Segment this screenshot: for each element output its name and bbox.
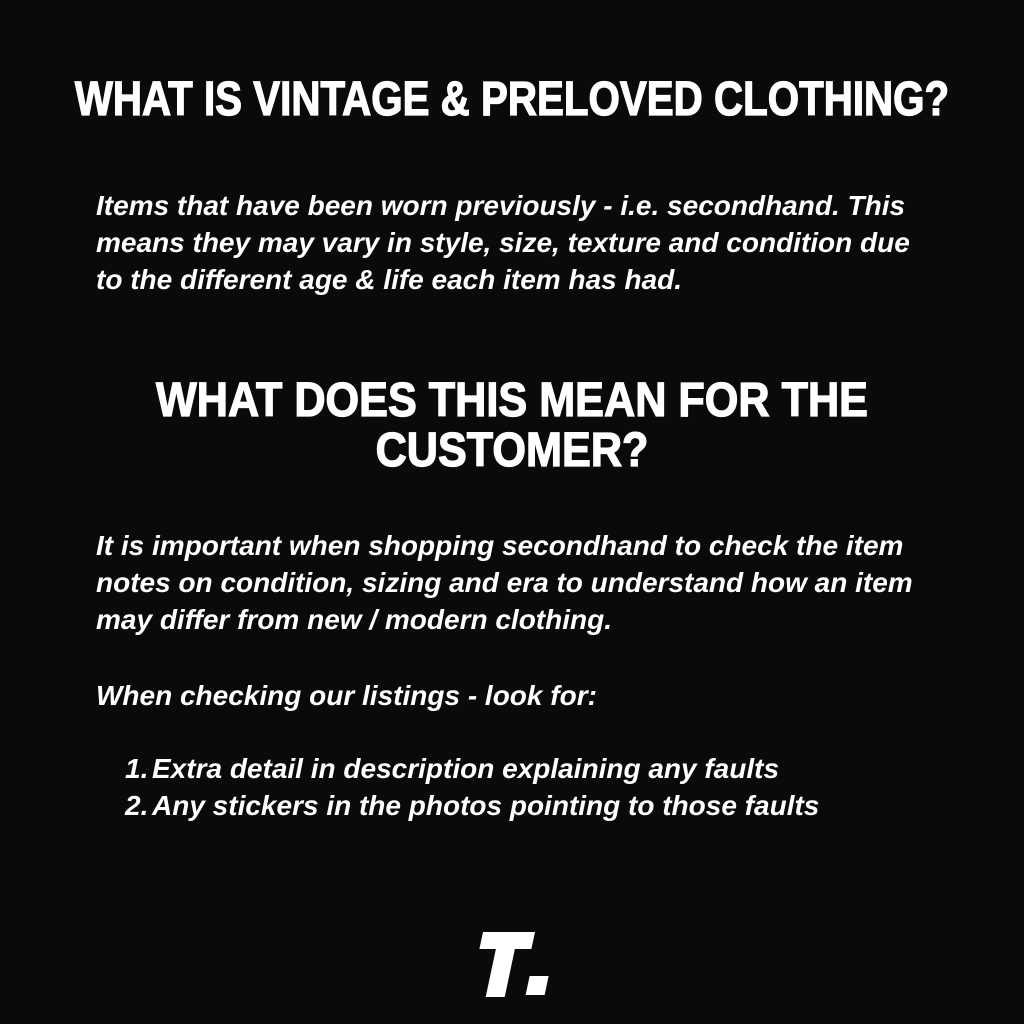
brand-logo — [469, 932, 555, 998]
t-logo-icon — [469, 932, 555, 998]
listings-intro: When checking our listings - look for: — [96, 680, 597, 711]
checklist-item — [125, 750, 925, 787]
customer-paragraph: It is important when shopping secondhand to check the item notes on condition, sizing and era to understand how an item may differ from new / modern clothing. — [96, 530, 913, 635]
faults-checklist — [125, 750, 925, 824]
main-heading: WHAT IS VINTAGE & PRELOVED CLOTHING? — [74, 73, 950, 126]
checklist-item-number: 2. — [125, 790, 149, 821]
checklist-item — [125, 787, 925, 824]
checklist-item-text: Extra detail in description explaining any faults — [152, 753, 780, 784]
checklist-item-text: Any stickers in the photos pointing to those faults — [152, 790, 820, 821]
intro-paragraph: Items that have been worn previously - i.e. secondhand. This means they may vary in style, size, texture and condition due to the different age & life each item has had. — [96, 190, 910, 295]
checklist-item-number: 1. — [125, 753, 149, 784]
customer-heading: WHAT DOES THIS MEAN FOR THE CUSTOMER? — [156, 374, 868, 477]
